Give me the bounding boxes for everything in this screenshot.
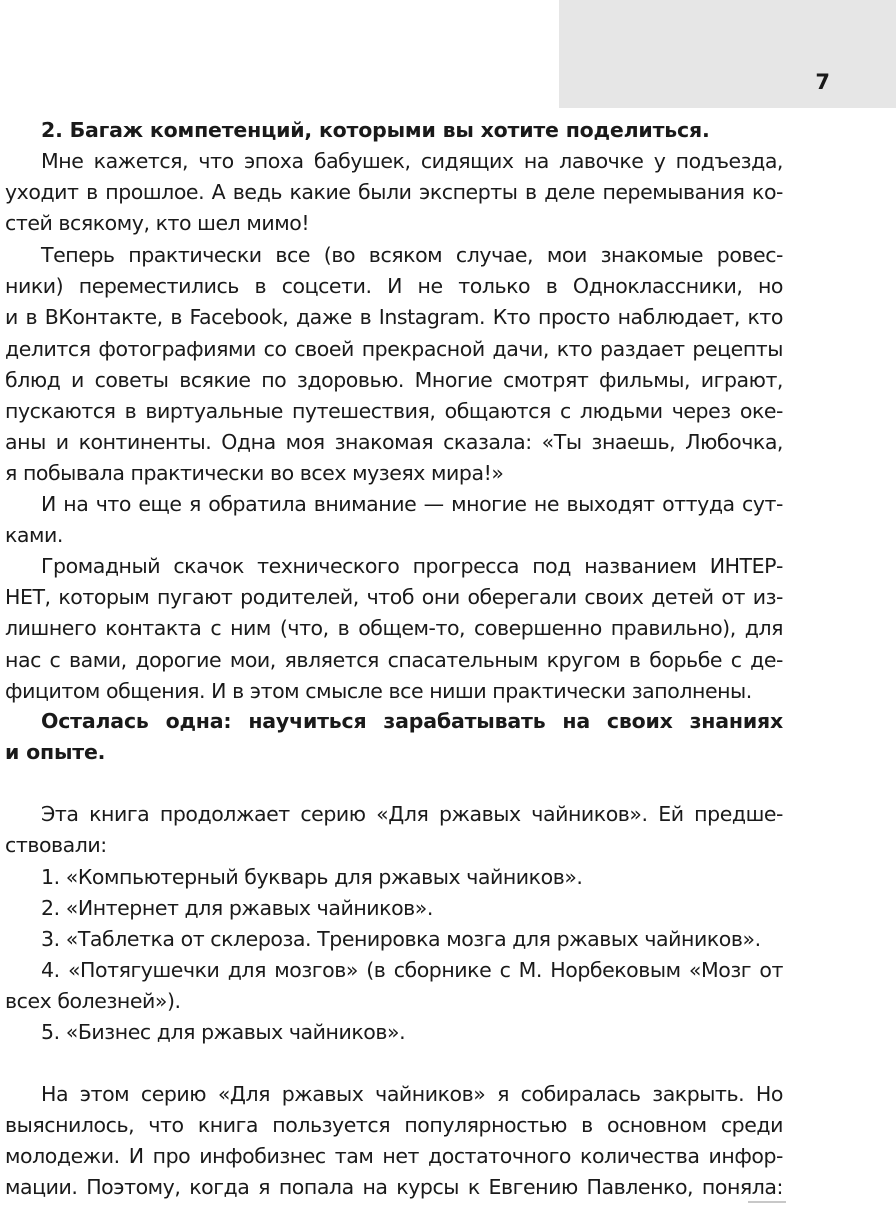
book-list-item: 5. «Бизнес для ржавых чайников». [41,1020,406,1044]
text-line: выяснилось, что книга пользуется популярностью в основном среди [5,1113,783,1137]
text-line: НЕТ, которым пугают родителей, чтоб они оберегали своих детей от из- [5,585,783,609]
text-line: блюд и советы всякие по здоровью. Многие смотрят фильмы, играют, [5,368,783,392]
bold-statement: Осталась одна: научиться зарабатывать на своих знаниях [41,709,783,733]
text-line: молодежи. И про инфобизнес там нет достаточного количества инфор- [5,1144,783,1168]
text-line: ствовали: [5,833,107,857]
text-line: аны и континенты. Одна моя знакомая сказала: «Ты знаешь, Любочка, [5,430,783,454]
text-line: я побывала практически во всех музеях мира!» [5,461,504,485]
text-line: стей всякому, кто шел мимо! [5,211,310,235]
text-line: ками. [5,523,63,547]
book-list-item: 3. «Таблетка от склероза. Тренировка мозга для ржавых чайников». [41,927,761,951]
text-line: Эта книга продолжает серию «Для ржавых чайников». Ей предше- [41,802,783,826]
text-line: На этом серию «Для ржавых чайников» я собиралась закрыть. Но [41,1082,783,1106]
text-line: нас с вами, дорогие мои, является спасательным кругом в борьбе с де- [5,648,783,672]
text-line: фицитом общения. И в этом смысле все ниши практически заполнены. [5,679,752,703]
text-line: Мне кажется, что эпоха бабушек, сидящих на лавочке у подъезда, [41,149,783,173]
book-list-item: 1. «Компьютерный букварь для ржавых чайников». [41,865,583,889]
book-list-item: 2. «Интернет для ржавых чайников». [41,896,433,920]
book-list-item: всех болезней»). [5,989,181,1013]
text-line: пускаются в виртуальные путешествия, общаются с людьми через оке- [5,399,783,423]
book-list-item: 4. «Потягушечки для мозгов» (в сборнике с М. Норбековым «Мозг от [41,958,783,982]
text-line: делится фотографиями со своей прекрасной дачи, кто раздает рецепты [5,337,783,361]
text-line: И на что еще я обратила внимание — многие не выходят оттуда сут- [41,492,783,516]
text-line: уходит в прошлое. А ведь какие были эксперты в деле перемывания ко- [5,180,783,204]
page-number: 7 [815,70,830,94]
text-line: ники) переместились в соцсети. И не только в Одноклассники, но [5,274,783,298]
text-line: Теперь практически все (во всяком случае, мои знакомые ровес- [41,243,783,267]
text-line: Громадный скачок технического прогресса под названием ИНТЕР- [41,554,783,578]
text-line: мации. Поэтому, когда я попала на курсы к Евгению Павленко, поняла: [5,1175,783,1199]
section-heading: 2. Багаж компетенций, которыми вы хотите поделиться. [41,118,710,142]
page-number-tab [559,0,896,108]
bold-statement: и опыте. [5,740,106,764]
page-edge-mark [748,1201,786,1203]
text-line: и в ВКонтакте, в Facebook, даже в Instagram. Кто просто наблюдает, кто [5,305,783,329]
text-line: лишнего контакта с ним (что, в общем-то, совершенно правильно), для [5,616,783,640]
